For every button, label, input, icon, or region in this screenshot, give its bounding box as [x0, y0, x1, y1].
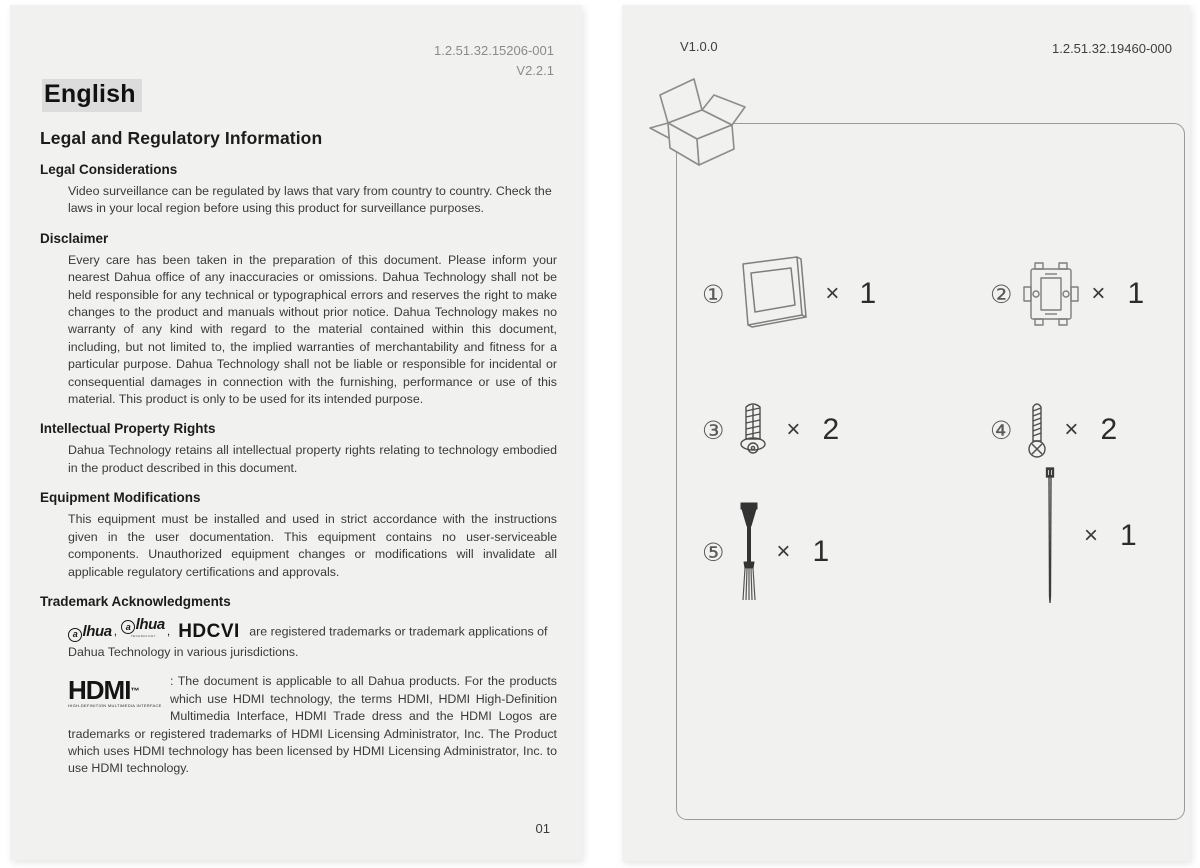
- manual-page-packing-list: [622, 5, 1190, 861]
- times-symbol: ×: [825, 280, 840, 307]
- document-number: 1.2.51.32.15206-001: [434, 43, 554, 58]
- packing-item-cable-tie: [1042, 463, 1137, 609]
- screw-icon: [1022, 399, 1052, 461]
- item-number-1: ①: [702, 279, 725, 309]
- item-quantity: 1: [859, 277, 877, 310]
- heading-equipment-modifications: Equipment Modifications: [40, 490, 201, 506]
- item-number-5: ⑤: [702, 537, 725, 567]
- packing-item-anchor: [702, 397, 839, 463]
- page-title: Legal and Regulatory Information: [40, 128, 323, 148]
- language-title: English: [42, 79, 582, 112]
- hdmi-paragraph: [68, 673, 557, 777]
- item-number-4: ④: [990, 415, 1013, 445]
- page-number: 01: [535, 821, 550, 836]
- times-symbol: ×: [1064, 416, 1079, 443]
- document-number: 1.2.51.32.19460-000: [1052, 41, 1172, 56]
- heading-legal-considerations: Legal Considerations: [40, 162, 178, 177]
- dahua-technology-logo-icon: a lhua TECHNOLOGY: [121, 617, 166, 639]
- trademark-paragraph: a lhua , a lhua TECHNOLOGY , HDCVI are registered trademarks or trademark applications of Dahua Technology in various jurisdictions.: [68, 615, 548, 660]
- item-number-3: ③: [702, 415, 725, 445]
- manual-page-legal: [10, 5, 582, 860]
- wiring-harness-icon: [734, 500, 764, 604]
- paragraph-intellectual-property: Dahua Technology retains all intellectual property rights relating to technology embodied in the product described in this document.: [68, 443, 557, 475]
- document-version: V2.2.1: [516, 63, 554, 78]
- packing-item-bracket: [990, 250, 1144, 338]
- hdmi-logo-icon: HDMI™ HIGH-DEFINITION MULTIMEDIA INTERFACE: [68, 675, 162, 709]
- paragraph-disclaimer: Every care has been taken in the preparation of this document. Please inform your nearest Dahua office of any inaccuracies or omissions. Dahua Technology shall not be held responsible for any technical or typographical errors and reserves the right to make changes to the product and manuals without prior notice. Dahua Technology makes no warranty of any kind with regard to the material contained within this document, including, but not limited to, the implied warranties of merchantability and fitness for a particular purpose. Dahua Technology shall not be liable or responsible for incidental or consequential damages in connection with the furnishing, performance or use of this material. This product is only to be used for its intended purpose.: [68, 252, 557, 407]
- paragraph-equipment-modifications: This equipment must be installed and used in strict accordance with the instructions given in the user documentation. This equipment contains no user-serviceable components. Unauthorized equipment changes or modifications will invalidate all applicable regulatory certifications and approvals.: [68, 512, 557, 579]
- packing-item-screw: [990, 397, 1117, 463]
- open-box-icon: [642, 67, 760, 175]
- heading-intellectual-property: Intellectual Property Rights: [40, 421, 216, 437]
- indoor-monitor-icon: [731, 252, 815, 336]
- item-number-2: ②: [990, 279, 1013, 309]
- heading-trademark-acknowledgments: Trademark Acknowledgments: [40, 593, 231, 609]
- mounting-bracket-icon: [1019, 258, 1083, 330]
- item-quantity: 2: [1100, 413, 1118, 446]
- trademark-text: are registered trademarks or trademark applications of Dahua Technology in various jurisdictions.: [68, 624, 548, 660]
- item-quantity: 1: [1120, 519, 1137, 552]
- packing-item-harness: [702, 497, 829, 607]
- dahua-logo-icon: a lhua: [68, 621, 112, 642]
- cable-tie-icon: [1042, 464, 1058, 608]
- expansion-anchor-icon: [734, 399, 772, 461]
- heading-disclaimer: Disclaimer: [40, 230, 109, 246]
- times-symbol: ×: [786, 416, 801, 443]
- item-quantity: 1: [812, 535, 830, 568]
- hdmi-text: : The document is applicable to all Dahua products. For the products which use HDMI technology, the terms HDMI, HDMI High-Definition Multimedia Interface, HDMI Trade dress and the HDMI Logos are trademarks or registered trademarks of HDMI Licensing Administrator, Inc. The Product which uses HDMI technology has been licensed by HDMI Licensing Administrator, Inc. to use HDMI technology.: [68, 674, 557, 776]
- paragraph-legal-considerations: Video surveillance can be regulated by laws that vary from country to country. Check the laws in your local region before using this product for surveillance purposes.: [68, 184, 552, 216]
- times-symbol: ×: [776, 538, 791, 565]
- item-quantity: 1: [1127, 277, 1145, 310]
- document-version: V1.0.0: [680, 39, 718, 54]
- item-quantity: 2: [822, 413, 840, 446]
- hdcvi-logo-icon: HDCVI: [178, 621, 240, 643]
- packing-item-monitor: [702, 250, 876, 338]
- times-symbol: ×: [1084, 522, 1099, 549]
- times-symbol: ×: [1091, 280, 1106, 307]
